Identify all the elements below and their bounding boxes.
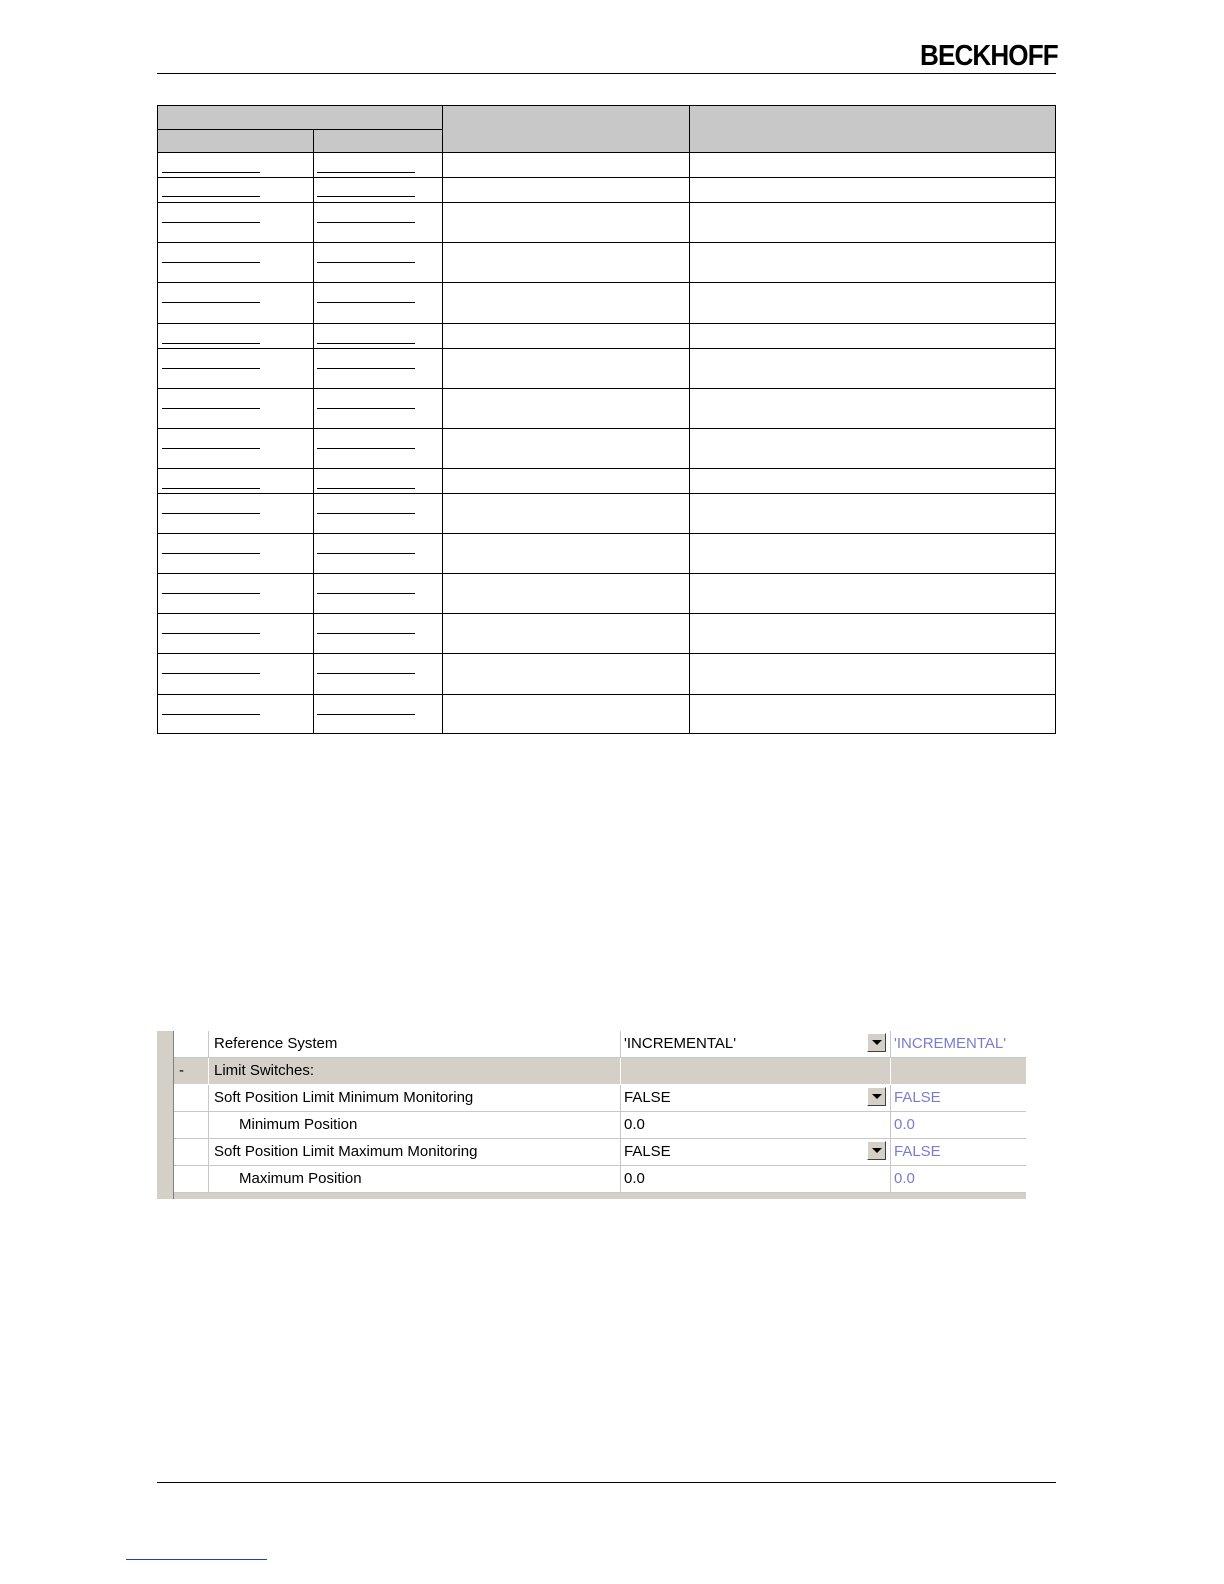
header-rule xyxy=(157,73,1056,74)
dropdown-arrow-icon[interactable] xyxy=(867,1141,886,1160)
property-value[interactable]: 0.0 xyxy=(624,1170,645,1187)
collapse-icon[interactable]: - xyxy=(179,1062,184,1079)
property-default: 0.0 xyxy=(894,1170,915,1187)
parameter-table xyxy=(157,105,1056,734)
category-row-cut-off xyxy=(174,1193,1026,1199)
property-row-reference-system[interactable] xyxy=(174,1031,1026,1058)
property-default: FALSE xyxy=(894,1089,941,1106)
footer-link-underline[interactable] xyxy=(126,1559,267,1560)
beckhoff-logo: BECKHOFF xyxy=(920,40,1058,72)
grid-gutter xyxy=(157,1031,173,1199)
property-default: 0.0 xyxy=(894,1116,915,1133)
property-name: Minimum Position xyxy=(239,1116,358,1133)
property-row-maximum-position[interactable] xyxy=(174,1166,1026,1193)
category-row-limit-switches[interactable] xyxy=(174,1058,1026,1085)
property-name: Soft Position Limit Minimum Monitoring xyxy=(214,1089,474,1106)
property-value[interactable]: FALSE xyxy=(624,1089,671,1106)
dropdown-arrow-icon[interactable] xyxy=(867,1033,886,1052)
property-name: Reference System xyxy=(214,1035,338,1052)
footer-rule xyxy=(157,1482,1056,1483)
property-grid xyxy=(157,1031,1026,1199)
property-row-minimum-position[interactable] xyxy=(174,1112,1026,1139)
category-label: Limit Switches: xyxy=(214,1062,315,1079)
dropdown-arrow-icon[interactable] xyxy=(867,1087,886,1106)
property-default: 'INCREMENTAL' xyxy=(894,1035,1007,1052)
property-name: Maximum Position xyxy=(239,1170,362,1187)
property-row-soft-min-monitoring[interactable] xyxy=(174,1085,1026,1112)
property-value[interactable]: FALSE xyxy=(624,1143,671,1160)
property-value[interactable]: 0.0 xyxy=(624,1116,645,1133)
property-row-soft-max-monitoring[interactable] xyxy=(174,1139,1026,1166)
property-default: FALSE xyxy=(894,1143,941,1160)
property-value[interactable]: 'INCREMENTAL' xyxy=(624,1035,737,1052)
property-name: Soft Position Limit Maximum Monitoring xyxy=(214,1143,478,1160)
